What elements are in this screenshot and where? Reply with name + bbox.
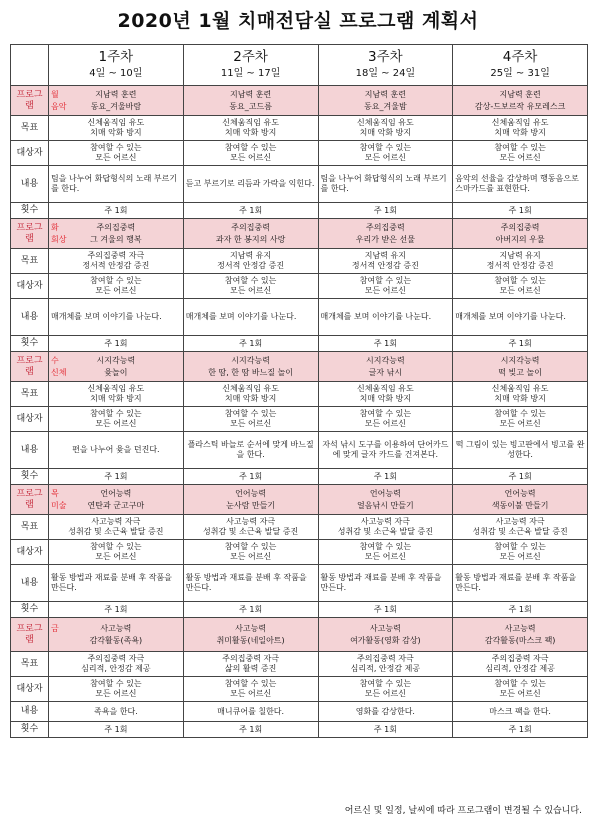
goal-cell: 주의집중력 자극 심리적, 안정감 제공 <box>453 652 588 677</box>
count-row <box>11 336 588 352</box>
row-label-count: 횟수 <box>11 722 49 738</box>
content-cell: 매개체를 보며 이야기를 나눈다. <box>49 299 184 336</box>
content-cell: 떡 그림이 있는 빙고판에서 빙고를 완성한다. <box>453 432 588 469</box>
page-title: 2020년 1월 치매전담실 프로그램 계획서 <box>117 10 479 32</box>
program-cell: 금 사고능력 감각활동(족욕) <box>49 618 184 652</box>
program-cell: 언어능력 눈사람 만들기 <box>183 485 318 515</box>
program-category: 신체 <box>51 368 67 377</box>
program-category: 음악 <box>51 102 67 111</box>
content-cell: 매개체를 보며 이야기를 나눈다. <box>183 299 318 336</box>
program-cell: 사고능력 취미활동(네일아트) <box>183 618 318 652</box>
program-cell: 목 언어능력 미술 연탄과 군고구마 <box>49 485 184 515</box>
content-cell: 활동 방법과 재료를 분배 후 작품을 만든다. <box>453 565 588 602</box>
program-cell: 화 주의집중력 회상 그 겨울의 행복 <box>49 219 184 249</box>
target-cell: 참여할 수 있는 모든 어르신 <box>183 407 318 432</box>
content-cell: 매개체를 보며 이야기를 나눈다. <box>453 299 588 336</box>
row-label-goal: 목표 <box>11 652 49 677</box>
count-cell: 주 1회 <box>453 602 588 618</box>
count-cell: 주 1회 <box>318 203 453 219</box>
goal-cell: 지남력 유지 정서적 안정감 증진 <box>183 249 318 274</box>
target-cell: 참여할 수 있는 모든 어르신 <box>183 540 318 565</box>
row-label-content: 내용 <box>11 565 49 602</box>
week-header-3: 3주차 18일 ~ 24일 <box>318 45 453 86</box>
program-row <box>11 485 588 515</box>
content-row <box>11 565 588 602</box>
row-label-count: 횟수 <box>11 602 49 618</box>
corner-cell <box>11 45 49 86</box>
program-category: 미술 <box>51 501 67 510</box>
program-cell: 시지각능력 떡 빚고 놀이 <box>453 352 588 382</box>
program-cell: 시지각능력 한 땀, 한 땀 바느질 놀이 <box>183 352 318 382</box>
row-label-target: 대상자 <box>11 677 49 702</box>
count-cell: 주 1회 <box>49 203 184 219</box>
row-label-count: 횟수 <box>11 203 49 219</box>
target-cell: 참여할 수 있는 모든 어르신 <box>183 141 318 166</box>
row-label-count: 횟수 <box>11 336 49 352</box>
content-cell: 마스크 팩을 한다. <box>453 702 588 722</box>
row-label-program: 프로그램 <box>11 618 49 652</box>
count-row <box>11 203 588 219</box>
row-label-target: 대상자 <box>11 141 49 166</box>
count-row <box>11 469 588 485</box>
goal-row <box>11 652 588 677</box>
program-cell: 언어능력 색동이불 만들기 <box>453 485 588 515</box>
target-cell: 참여할 수 있는 모든 어르신 <box>453 407 588 432</box>
content-cell: 플라스틱 바늘로 순서에 맞게 바느질을 한다. <box>183 432 318 469</box>
target-cell: 참여할 수 있는 모든 어르신 <box>183 677 318 702</box>
program-cell: 주의집중력 우리가 받은 선물 <box>318 219 453 249</box>
target-cell: 참여할 수 있는 모든 어르신 <box>49 274 184 299</box>
footer-note: 어르신 및 일정, 날씨에 따라 프로그램이 변경될 수 있습니다. <box>344 806 582 816</box>
program-cell: 주의집중력 아버지의 우물 <box>453 219 588 249</box>
target-cell: 참여할 수 있는 모든 어르신 <box>453 141 588 166</box>
goal-cell: 신체움직임 유도 치매 악화 방지 <box>49 382 184 407</box>
program-cell: 월 지남력 훈련 음악 동요_겨울바람 <box>49 86 184 116</box>
goal-row <box>11 515 588 540</box>
count-cell: 주 1회 <box>318 602 453 618</box>
content-cell: 족욕을 한다. <box>49 702 184 722</box>
row-label-program: 프로그램 <box>11 86 49 116</box>
target-cell: 참여할 수 있는 모든 어르신 <box>49 407 184 432</box>
goal-cell: 신체움직임 유도 치매 악화 방지 <box>453 116 588 141</box>
target-cell: 참여할 수 있는 모든 어르신 <box>49 677 184 702</box>
target-row <box>11 407 588 432</box>
content-cell: 활동 방법과 재료를 분배 후 작품을 만든다. <box>318 565 453 602</box>
row-label-content: 내용 <box>11 299 49 336</box>
goal-cell: 사고능력 자극 성취감 및 소근육 발달 증진 <box>453 515 588 540</box>
program-cell: 지남력 훈련 감상-드보르작 유모레스크 <box>453 86 588 116</box>
content-row <box>11 702 588 722</box>
content-cell: 매니큐어를 칠한다. <box>183 702 318 722</box>
program-schedule-table <box>10 44 588 738</box>
count-cell: 주 1회 <box>318 722 453 738</box>
target-cell: 참여할 수 있는 모든 어르신 <box>318 540 453 565</box>
target-row <box>11 540 588 565</box>
goal-cell: 신체움직임 유도 치매 악화 방지 <box>318 116 453 141</box>
program-cell: 수 시지각능력 신체 윷놀이 <box>49 352 184 382</box>
content-cell: 음악의 선율을 감상하며 행동음으로 스마카드를 표현한다. <box>453 166 588 203</box>
content-cell: 듣고 부르기로 리듬과 가락을 익힌다. <box>183 166 318 203</box>
goal-cell: 신체움직임 유도 치매 악화 방지 <box>49 116 184 141</box>
program-cell: 사고능력 여가활동(영화 감상) <box>318 618 453 652</box>
program-cell: 주의집중력 과자 한 봉지의 사랑 <box>183 219 318 249</box>
weekday: 화 <box>51 223 59 232</box>
row-label-program: 프로그램 <box>11 352 49 382</box>
count-row <box>11 602 588 618</box>
content-cell: 편을 나누어 윷을 던진다. <box>49 432 184 469</box>
count-cell: 주 1회 <box>183 722 318 738</box>
count-cell: 주 1회 <box>318 469 453 485</box>
program-category: 회상 <box>51 235 67 244</box>
content-row <box>11 299 588 336</box>
program-row <box>11 618 588 652</box>
row-label-content: 내용 <box>11 702 49 722</box>
target-cell: 참여할 수 있는 모든 어르신 <box>183 274 318 299</box>
goal-cell: 사고능력 자극 성취감 및 소근육 발달 증진 <box>183 515 318 540</box>
count-row <box>11 722 588 738</box>
content-row <box>11 432 588 469</box>
target-cell: 참여할 수 있는 모든 어르신 <box>453 274 588 299</box>
content-cell: 매개체를 보며 이야기를 나눈다. <box>318 299 453 336</box>
row-label-target: 대상자 <box>11 540 49 565</box>
goal-cell: 신체움직임 유도 치매 악화 방지 <box>453 382 588 407</box>
row-label-goal: 목표 <box>11 382 49 407</box>
goal-cell: 사고능력 자극 성취감 및 소근육 발달 증진 <box>318 515 453 540</box>
program-cell: 지남력 훈련 동요_겨울밤 <box>318 86 453 116</box>
goal-cell: 지남력 유지 정서적 안정감 증진 <box>318 249 453 274</box>
target-cell: 참여할 수 있는 모든 어르신 <box>318 274 453 299</box>
weekday: 목 <box>51 489 59 498</box>
count-cell: 주 1회 <box>49 336 184 352</box>
goal-row <box>11 382 588 407</box>
target-cell: 참여할 수 있는 모든 어르신 <box>318 677 453 702</box>
program-row <box>11 86 588 116</box>
count-cell: 주 1회 <box>49 602 184 618</box>
count-cell: 주 1회 <box>453 203 588 219</box>
target-cell: 참여할 수 있는 모든 어르신 <box>49 141 184 166</box>
target-cell: 참여할 수 있는 모든 어르신 <box>49 540 184 565</box>
count-cell: 주 1회 <box>453 469 588 485</box>
row-label-program: 프로그램 <box>11 485 49 515</box>
program-cell: 지남력 훈련 동요_고드름 <box>183 86 318 116</box>
target-cell: 참여할 수 있는 모든 어르신 <box>453 677 588 702</box>
content-cell: 활동 방법과 재료를 분배 후 작품을 만든다. <box>49 565 184 602</box>
goal-row <box>11 116 588 141</box>
row-label-content: 내용 <box>11 432 49 469</box>
goal-row <box>11 249 588 274</box>
content-cell: 팀을 나누어 화답형식의 노래 부르기를 한다. <box>49 166 184 203</box>
weekday: 월 <box>51 90 59 99</box>
row-label-count: 횟수 <box>11 469 49 485</box>
target-cell: 참여할 수 있는 모든 어르신 <box>453 540 588 565</box>
count-cell: 주 1회 <box>453 336 588 352</box>
count-cell: 주 1회 <box>49 722 184 738</box>
row-label-content: 내용 <box>11 166 49 203</box>
goal-cell: 신체움직임 유도 치매 악화 방지 <box>183 116 318 141</box>
program-row <box>11 219 588 249</box>
target-cell: 참여할 수 있는 모든 어르신 <box>318 141 453 166</box>
goal-cell: 주의집중력 자극 심리적, 안정감 제공 <box>318 652 453 677</box>
target-row <box>11 274 588 299</box>
program-cell: 사고능력 감각활동(마스크 팩) <box>453 618 588 652</box>
target-row <box>11 141 588 166</box>
count-cell: 주 1회 <box>183 336 318 352</box>
program-cell: 언어능력 얼음낚시 만들기 <box>318 485 453 515</box>
program-row <box>11 352 588 382</box>
count-cell: 주 1회 <box>183 602 318 618</box>
content-row <box>11 166 588 203</box>
weekday: 수 <box>51 356 59 365</box>
count-cell: 주 1회 <box>453 722 588 738</box>
goal-cell: 주의집중력 자극 심리적, 안정감 제공 <box>49 652 184 677</box>
goal-cell: 주의집중력 자극 정서적 안정감 증진 <box>49 249 184 274</box>
row-label-goal: 목표 <box>11 249 49 274</box>
week-header-4: 4주차 25일 ~ 31일 <box>453 45 588 86</box>
goal-cell: 지남력 유지 정서적 안정감 증진 <box>453 249 588 274</box>
goal-cell: 신체움직임 유도 치매 악화 방지 <box>318 382 453 407</box>
row-label-program: 프로그램 <box>11 219 49 249</box>
row-label-target: 대상자 <box>11 274 49 299</box>
content-cell: 자석 낚시 도구를 이용하여 단어카드에 맞게 글자 카드를 건져본다. <box>318 432 453 469</box>
target-row <box>11 677 588 702</box>
count-cell: 주 1회 <box>318 336 453 352</box>
row-label-goal: 목표 <box>11 116 49 141</box>
row-label-goal: 목표 <box>11 515 49 540</box>
count-cell: 주 1회 <box>183 469 318 485</box>
count-cell: 주 1회 <box>49 469 184 485</box>
content-cell: 활동 방법과 재료를 분배 후 작품을 만든다. <box>183 565 318 602</box>
program-cell: 시지각능력 글자 낚시 <box>318 352 453 382</box>
goal-cell: 주의집중력 자극 삶의 활력 증진 <box>183 652 318 677</box>
goal-cell: 사고능력 자극 성취감 및 소근육 발달 증진 <box>49 515 184 540</box>
row-label-target: 대상자 <box>11 407 49 432</box>
content-cell: 영화를 감상한다. <box>318 702 453 722</box>
week-header-1: 1주차 4일 ~ 10일 <box>49 45 184 86</box>
weekday: 금 <box>51 624 59 633</box>
target-cell: 참여할 수 있는 모든 어르신 <box>318 407 453 432</box>
week-header-2: 2주차 11일 ~ 17일 <box>183 45 318 86</box>
content-cell: 팀을 나누어 화답형식의 노래 부르기를 한다. <box>318 166 453 203</box>
count-cell: 주 1회 <box>183 203 318 219</box>
goal-cell: 신체움직임 유도 치매 악화 방지 <box>183 382 318 407</box>
